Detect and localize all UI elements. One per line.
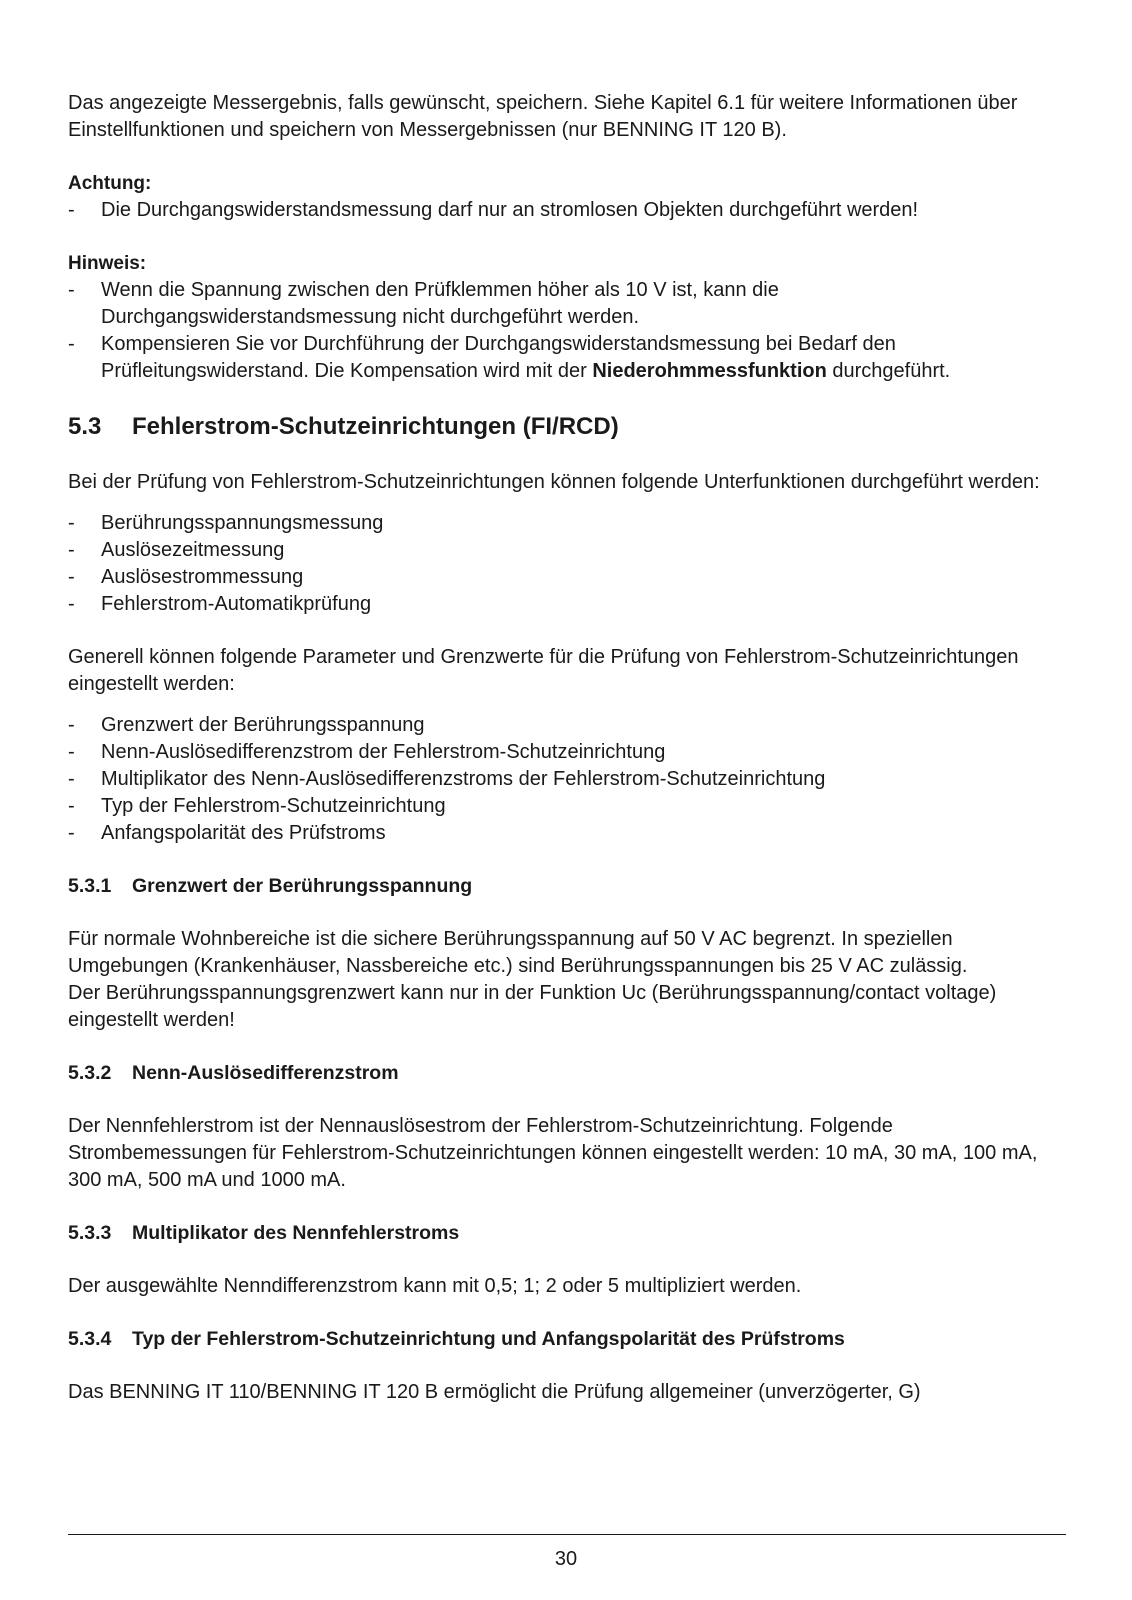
hint-item-compensation-text: Kompensieren Sie vor Durchführung der Durchgangswiderstandsmessung bei Bedarf den Prüfleitungswiderstand. Die Kompensation wird mit der xyxy=(101,333,896,382)
section-5-3-1-paragraph: Für normale Wohnbereiche ist die sichere Berührungsspannung auf 50 V AC begrenzt. In speziellen Umgebungen (Krankenhäuser, Nassbereiche etc.) sind Berührungsspannungen bis 25 V AC zulässig. xyxy=(68,928,968,977)
warning-note xyxy=(68,170,1066,224)
parameters-list xyxy=(68,712,1066,847)
section-5-3-4-paragraph: Das BENNING IT 110/BENNING IT 120 B ermöglicht die Prüfung allgemeiner (unverzögerter, G) xyxy=(68,1381,921,1403)
list-item: - Anfangspolarität des Prüfstroms xyxy=(68,820,1066,847)
subsection-heading-5-3-3 xyxy=(68,1220,1066,1247)
parameters-intro: Generell können folgende Parameter und Grenzwerte für die Prüfung von Fehlerstrom-Schutzeinrichtungen eingestellt werden: xyxy=(68,646,1019,695)
section-5-3-2-paragraph: Der Nennfehlerstrom ist der Nennauslösestrom der Fehlerstrom-Schutzeinrichtung. Folgende Strombemessungen für Fehlerstrom-Schutzeinrichtungen können eingestellt werden: 10 mA, 30 mA, 100 mA, 300 mA, 500 mA und 1000 mA. xyxy=(68,1115,1038,1191)
subsection-title: Multiplikator des Nennfehlerstroms xyxy=(132,1222,460,1244)
hint-item-compensation xyxy=(68,331,1066,385)
footer-divider xyxy=(68,1534,1066,1535)
section-title: Fehlerstrom-Schutzeinrichtungen (FI/RCD) xyxy=(132,413,619,440)
hint-list xyxy=(68,277,1066,385)
list-item: - Berührungsspannungsmessung xyxy=(68,510,1066,537)
warning-label: Achtung: xyxy=(68,173,152,194)
warning-list xyxy=(68,197,1066,224)
hint-label: Hinweis: xyxy=(68,253,147,274)
list-item: - Typ der Fehlerstrom-Schutzeinrichtung xyxy=(68,793,1066,820)
hint-note xyxy=(68,250,1066,385)
section-5-3-1-paragraph: Der Berührungsspannungsgrenzwert kann nur in der Funktion Uc (Berührungsspannung/contact voltage) eingestellt werden! xyxy=(68,982,997,1031)
page-number: 30 xyxy=(554,1548,578,1570)
subsection-number: 5.3.2 xyxy=(68,1062,112,1084)
intro-paragraph: Das angezeigte Messergebnis, falls gewünscht, speichern. Siehe Kapitel 6.1 für weitere Informationen über Einstellfunktionen und speichern von Messergebnissen (nur BENNING IT 120 B). xyxy=(68,92,1018,141)
subsection-number: 5.3.4 xyxy=(68,1328,112,1350)
subsection-heading-5-3-1 xyxy=(68,873,1066,900)
subsection-title: Typ der Fehlerstrom-Schutzeinrichtung und Anfangspolarität des Prüfstroms xyxy=(132,1328,845,1350)
subsection-heading-5-3-4 xyxy=(68,1326,1066,1353)
section-5-3-intro: Bei der Prüfung von Fehlerstrom-Schutzeinrichtungen können folgende Unterfunktionen durchgeführt werden: xyxy=(68,471,1040,493)
hint-item-compensation-end: durchgeführt. xyxy=(826,360,951,382)
hint-item-compensation-bold: Niederohmmessfunktion xyxy=(592,360,827,382)
subsection-number: 5.3.3 xyxy=(68,1222,112,1244)
section-number: 5.3 xyxy=(68,413,102,440)
list-item: - Auslösezeitmessung xyxy=(68,537,1066,564)
section-heading-5-3 xyxy=(68,411,1066,443)
warning-item: - Die Durchgangswiderstandsmessung darf nur an stromlosen Objekten durchgeführt werden! xyxy=(68,197,1066,224)
list-item: - Nenn-Auslösedifferenzstrom der Fehlerstrom-Schutzeinrichtung xyxy=(68,739,1066,766)
list-item: - Fehlerstrom-Automatikprüfung xyxy=(68,591,1066,618)
document-page xyxy=(68,90,1066,1406)
section-5-3-3-paragraph: Der ausgewählte Nenndifferenzstrom kann mit 0,5; 1; 2 oder 5 multipliziert werden. xyxy=(68,1275,802,1297)
subsection-heading-5-3-2 xyxy=(68,1060,1066,1087)
list-item: - Multiplikator des Nenn-Auslösedifferenzstroms der Fehlerstrom-Schutzeinrichtung xyxy=(68,766,1066,793)
hint-item-voltage: - Wenn die Spannung zwischen den Prüfklemmen höher als 10 V ist, kann die Durchgangswiderstandsmessung nicht durchgeführt werden. xyxy=(68,277,1066,331)
subsection-title: Nenn-Auslösedifferenzstrom xyxy=(132,1062,399,1084)
list-item: - Grenzwert der Berührungsspannung xyxy=(68,712,1066,739)
subfunctions-list xyxy=(68,510,1066,618)
subsection-title: Grenzwert der Berührungsspannung xyxy=(132,875,473,897)
list-item: - Auslösestrommessung xyxy=(68,564,1066,591)
subsection-number: 5.3.1 xyxy=(68,875,112,897)
